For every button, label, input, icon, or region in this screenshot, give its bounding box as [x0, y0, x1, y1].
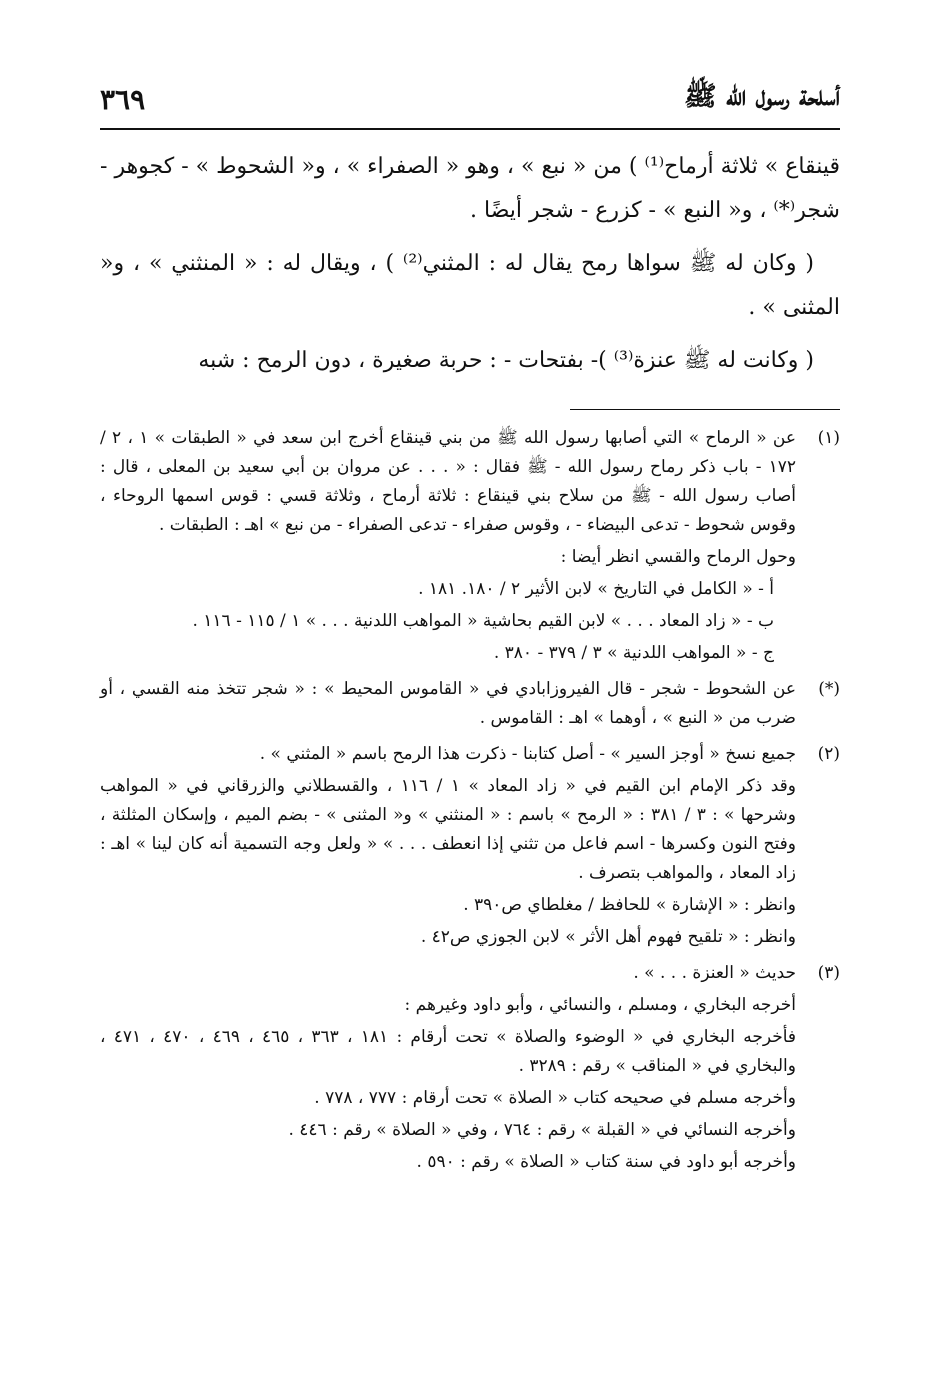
- footnote-body: [100, 675, 796, 736]
- footnote-marker: (١): [817, 428, 840, 448]
- footnote-line: وأخرجه النسائي في « القبلة » رقم : ٧٦٤ ، وفي « الصلاة » رقم : ٤٤٦ .: [288, 1120, 796, 1140]
- main-paragraph: ( وكان له ﷺ سواها رمح يقال له : المثني⁽²⁾ ) ، ويقال له : « المنثني » ، و« المثنى » .: [100, 251, 840, 320]
- footnote-line: ج - « المواهب اللدنية » ٣ / ٣٧٩ - ٣٨٠ .: [493, 643, 774, 663]
- footnote-line: فأخرجه البخاري في « الوضوء والصلاة » تحت أرقام : ١٨١ ، ٣٦٣ ، ٤٦٥ ، ٤٦٩ ، ٤٧٠ ، ٤٧١ ، والبخاري في « المناقب » رقم : ٣٢٨٩ .: [100, 1027, 797, 1076]
- footnote-line: وقد ذكر الإمام ابن القيم في « زاد المعاد » ١ / ١١٦ ، والقسطلاني والزرقاني في « المواهب وشرحها » : ٣ / ٣٨١ : « الرمح » باسم : « المنثني » و« المثنى » - بضم الميم ، وإسكان المثلثة ، وفتح النون وكسرها - اسم فاعل من تثني إذا انعطف . . . » « ولعل وجه التسمية أنه كان لينا » اهـ : زاد المعاد ، والمواهب بتصرف .: [100, 776, 797, 883]
- footnote-line: وانظر : « الإشارة » للحافظ / مغلطاي ص٣٩٠ .: [463, 895, 796, 915]
- running-title: أسلحة رسول الله ﷺ: [683, 81, 840, 112]
- footnote-1: [100, 424, 840, 671]
- footnote-body: [100, 424, 796, 671]
- footnote-line: عن الشحوط - شجر - قال الفيروزابادي في « القاموس المحيط » : « شجر تتخذ منه القسي ، أو ضرب من « النبع » ، أوهما » اهـ : القاموس .: [100, 679, 796, 728]
- footnote-line: وانظر : « تلقيح فهوم أهل الأثر » لابن الجوزي ص٤٢ .: [420, 927, 796, 947]
- footnote-line: جميع نسخ « أوجز السير » - أصل كتابنا - ذكرت هذا الرمح باسم « المثني » .: [259, 744, 796, 764]
- footnote-line: وحول الرماح والقسي انظر أيضا :: [560, 547, 796, 567]
- main-paragraph: ( وكانت له ﷺ عنزة⁽³⁾ )- بفتحات - : حربة صغيرة ، دون الرمح : شبه: [198, 348, 814, 373]
- main-paragraph: قينقاع » ثلاثة أرماح⁽¹⁾ ) من « نبع » ، وهو « الصفراء » ، و« الشحوط » - كجوهر - شجر⁽*⁾ ، و« النبع » - كزرع - شجر أيضًا .: [100, 154, 840, 223]
- page-header: [100, 74, 840, 124]
- footnote-marker: (٢): [817, 744, 840, 764]
- header-rule: [100, 128, 840, 130]
- footnote-marker: (*): [818, 679, 840, 699]
- footnote-line: وأخرجه مسلم في صحيحه كتاب « الصلاة » تحت أرقام : ٧٧٧ ، ٧٧٨ .: [314, 1088, 796, 1108]
- footnote-3: [100, 959, 840, 1180]
- footnote-line: عن « الرماح » التي أصابها رسول الله ﷺ من بني قينقاع أخرج ابن سعد في « الطبقات » ١ ، ٢ / ١٧٢ - باب ذكر رماح رسول الله - ﷺ فقال : « . . . عن مروان بن أبي سعيد بن المعلى ، قال : أصاب رسول الله - ﷺ من سلاح بني قينقاع : ثلاثة أرماح ، وثلاثة قسي : قوس اسمها الروحاء ، وقوس شحوط - تدعى البيضاء - ، وقوس صفراء - تدعى الصفراء - من نبع » اهـ : الطبقات .: [100, 428, 796, 535]
- footnote-line: حديث « العنزة . . . » .: [633, 963, 796, 983]
- footnote-body: [100, 740, 796, 955]
- main-text: [100, 145, 840, 392]
- footnote-line: وأخرجه أبو داود في سنة كتاب « الصلاة » رقم : ٥٩٠ .: [416, 1152, 796, 1172]
- footnote-star: [100, 675, 840, 736]
- footnote-line: أ - « الكامل في التاريخ » لابن الأثير ٢ / ١٨٠. ١٨١ .: [418, 579, 774, 599]
- footnotes: [100, 424, 840, 1184]
- footnote-line: أخرجه البخاري ، ومسلم ، والنسائي ، وأبو داود وغيرهم :: [404, 995, 796, 1015]
- footnote-marker: (٣): [817, 963, 840, 983]
- footnote-2: [100, 740, 840, 955]
- footnote-separator: [570, 409, 840, 410]
- page-number: ٣٦٩: [100, 82, 146, 116]
- footnote-body: [100, 959, 796, 1180]
- footnote-line: ب - « زاد المعاد . . . » لابن القيم بحاشية « المواهب اللدنية . . . » ١ / ١١٥ - ١١٦ .: [192, 611, 774, 631]
